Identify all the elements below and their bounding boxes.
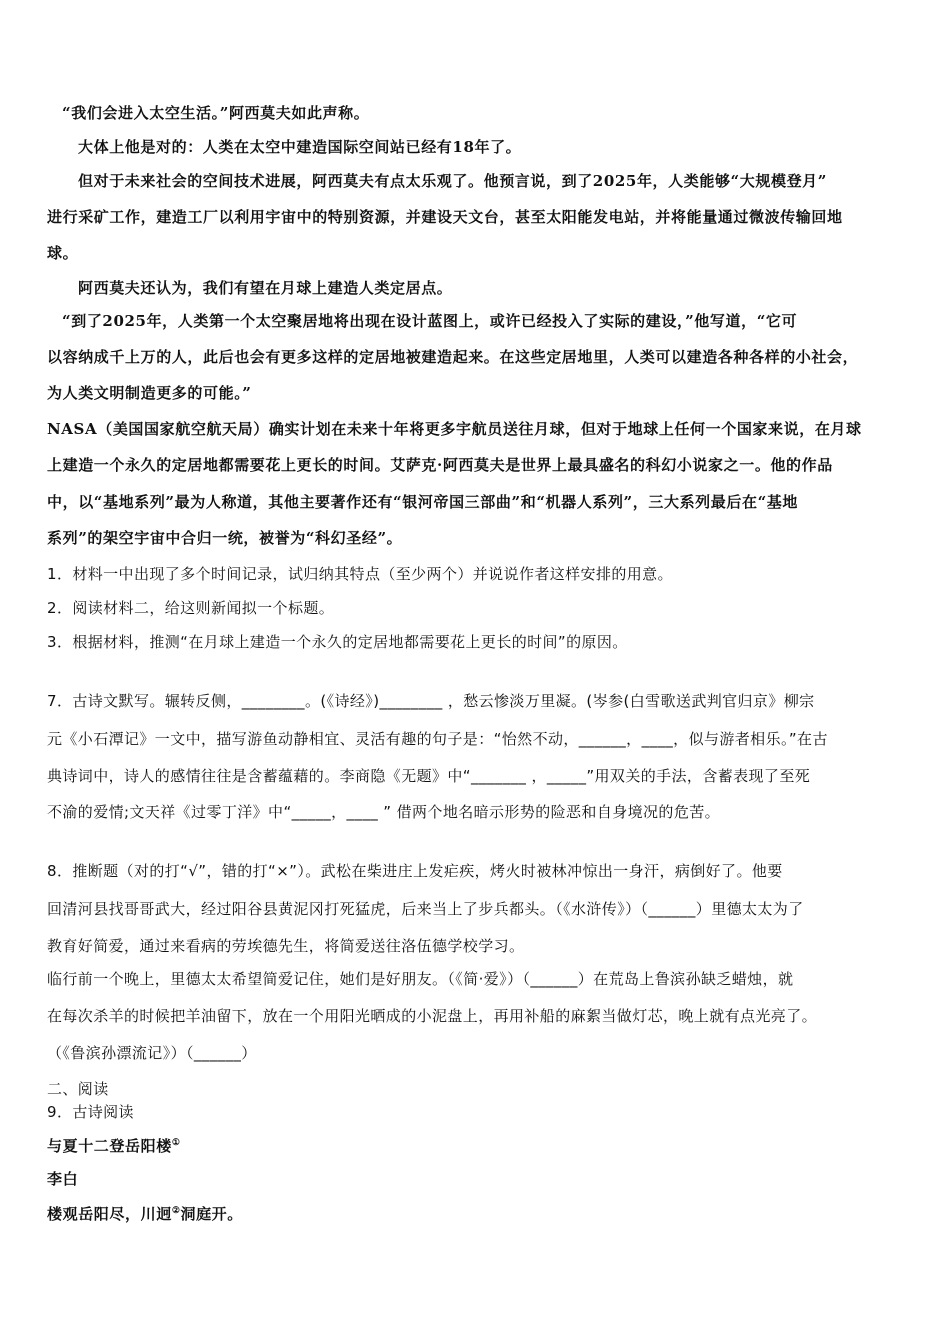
section-heading-reading: 二、阅读 xyxy=(47,1080,109,1098)
question-7-line-3: 典诗词中，诗人的感情往往是含蓄蕴藉的。李商隐《无题》中“_______ ，_____”用双关的手法，含蓄表现了至死 xyxy=(47,767,811,785)
material-paragraph-5-line-2: 以容纳成千上万的人，此后也会有更多这样的定居地被建造起来。在这些定居地里，人类可以建造各种各样的小社会， xyxy=(47,348,859,366)
material-paragraph-6-line-1: NASA（美国国家航空航天局）确实计划在未来十年将更多宇航员送往月球，但对于地球上任何一个国家来说，在月球 xyxy=(47,420,862,438)
material-paragraph-5-line-3: 为人类文明制造更多的可能。” xyxy=(47,384,252,402)
poem-line-1-part-b: 洞庭开。 xyxy=(180,1205,243,1223)
question-3: 3．根据材料，推测“在月球上建造一个永久的定居地都需要花上更长的时间”的原因。 xyxy=(47,633,628,651)
question-1: 1．材料一中出现了多个时间记录，试归纳其特点（至少两个）并说说作者这样安排的用意。 xyxy=(47,565,673,583)
material-paragraph-6-line-3: 中，以“基地系列”最为人称道，其他主要著作还有“银河帝国三部曲”和“机器人系列”，三大系列最后在“基地 xyxy=(47,493,798,511)
question-8-line-1: 8．推断题（对的打“√”，错的打“×”）。武松在柴进庄上发疟疾，烤火时被林冲惊出一身汗，病倒好了。他要 xyxy=(47,862,783,880)
poem-line-1-part-a: 楼观岳阳尽，川迥 xyxy=(47,1205,172,1223)
material-paragraph-1: “我们会进入太空生活。”阿西莫夫如此声称。 xyxy=(62,104,370,122)
material-paragraph-5-line-1: “到了2025年，人类第一个太空聚居地将出现在设计蓝图上，或许已经投入了实际的建设，”他写道，“它可 xyxy=(62,312,798,330)
poem-line-1 xyxy=(47,1204,243,1224)
question-8-line-3: 教育好简爱，通过来看病的劳埃德先生，将简爱送往洛伍德学校学习。 xyxy=(47,937,525,955)
question-7-line-1: 7．古诗文默写。辗转反侧，________。(《诗经》)________ ，愁云惨淡万里凝。(岑参(白雪歌送武判官归京》柳宗 xyxy=(47,692,815,710)
material-paragraph-3-line-3: 球。 xyxy=(47,244,79,262)
poem-title-note: ① xyxy=(171,1138,181,1148)
question-7-line-4: 不渝的爱情;文天祥《过零丁洋》中“_____，____ ” 借两个地名暗示形势的险恶和自身境况的危苦。 xyxy=(47,803,721,821)
material-paragraph-6-line-2: 上建造一个永久的定居地都需要花上更长的时间。艾萨克·阿西莫夫是世界上最具盛名的科幻小说家之一。他的作品 xyxy=(47,456,833,474)
question-7-line-2: 元《小石潭记》一文中，描写游鱼动静相宜、灵活有趣的句子是：“怡然不动，______，____，似与游者相乐。”在古 xyxy=(47,730,828,748)
material-paragraph-2: 大体上他是对的：人类在太空中建造国际空间站已经有18年了。 xyxy=(78,138,522,156)
question-8-line-4: 临行前一个晚上，里德太太希望简爱记住，她们是好朋友。（《简·爱》）（______）在荒岛上鲁滨孙缺乏蜡烛，就 xyxy=(47,970,794,988)
question-8-line-6: （《鲁滨孙漂流记》）（______） xyxy=(47,1044,257,1062)
question-2: 2．阅读材料二，给这则新闻拟一个标题。 xyxy=(47,599,335,617)
material-paragraph-3-line-2: 进行采矿工作，建造工厂以利用宇宙中的特别资源，并建设天文台，甚至太阳能发电站，并将能量通过微波传输回地 xyxy=(47,208,843,226)
poem-line-1-note: ② xyxy=(171,1206,181,1216)
material-paragraph-3-line-1: 但对于未来社会的空间技术进展，阿西莫夫有点太乐观了。他预言说，到了2025年，人类能够“大规模登月” xyxy=(78,172,828,190)
material-paragraph-4: 阿西莫夫还认为，我们有望在月球上建造人类定居点。 xyxy=(78,279,453,297)
question-9-title: 9．古诗阅读 xyxy=(47,1103,134,1121)
material-paragraph-6-line-4: 系列”的架空宇宙中合归一统，被誉为“科幻圣经”。 xyxy=(47,529,403,547)
poem-author: 李白 xyxy=(47,1170,79,1188)
question-8-line-5: 在每次杀羊的时候把羊油留下，放在一个用阳光晒成的小泥盘上，再用补船的麻絮当做灯芯，晚上就有点光亮了。 xyxy=(47,1007,818,1025)
poem-title-text: 与夏十二登岳阳楼 xyxy=(47,1137,172,1155)
poem-title xyxy=(47,1136,180,1156)
question-8-line-2: 回清河县找哥哥武大，经过阳谷县黄泥冈打死猛虎，后来当上了步兵都头。（《水浒传》）（______）里德太太为了 xyxy=(47,900,804,918)
